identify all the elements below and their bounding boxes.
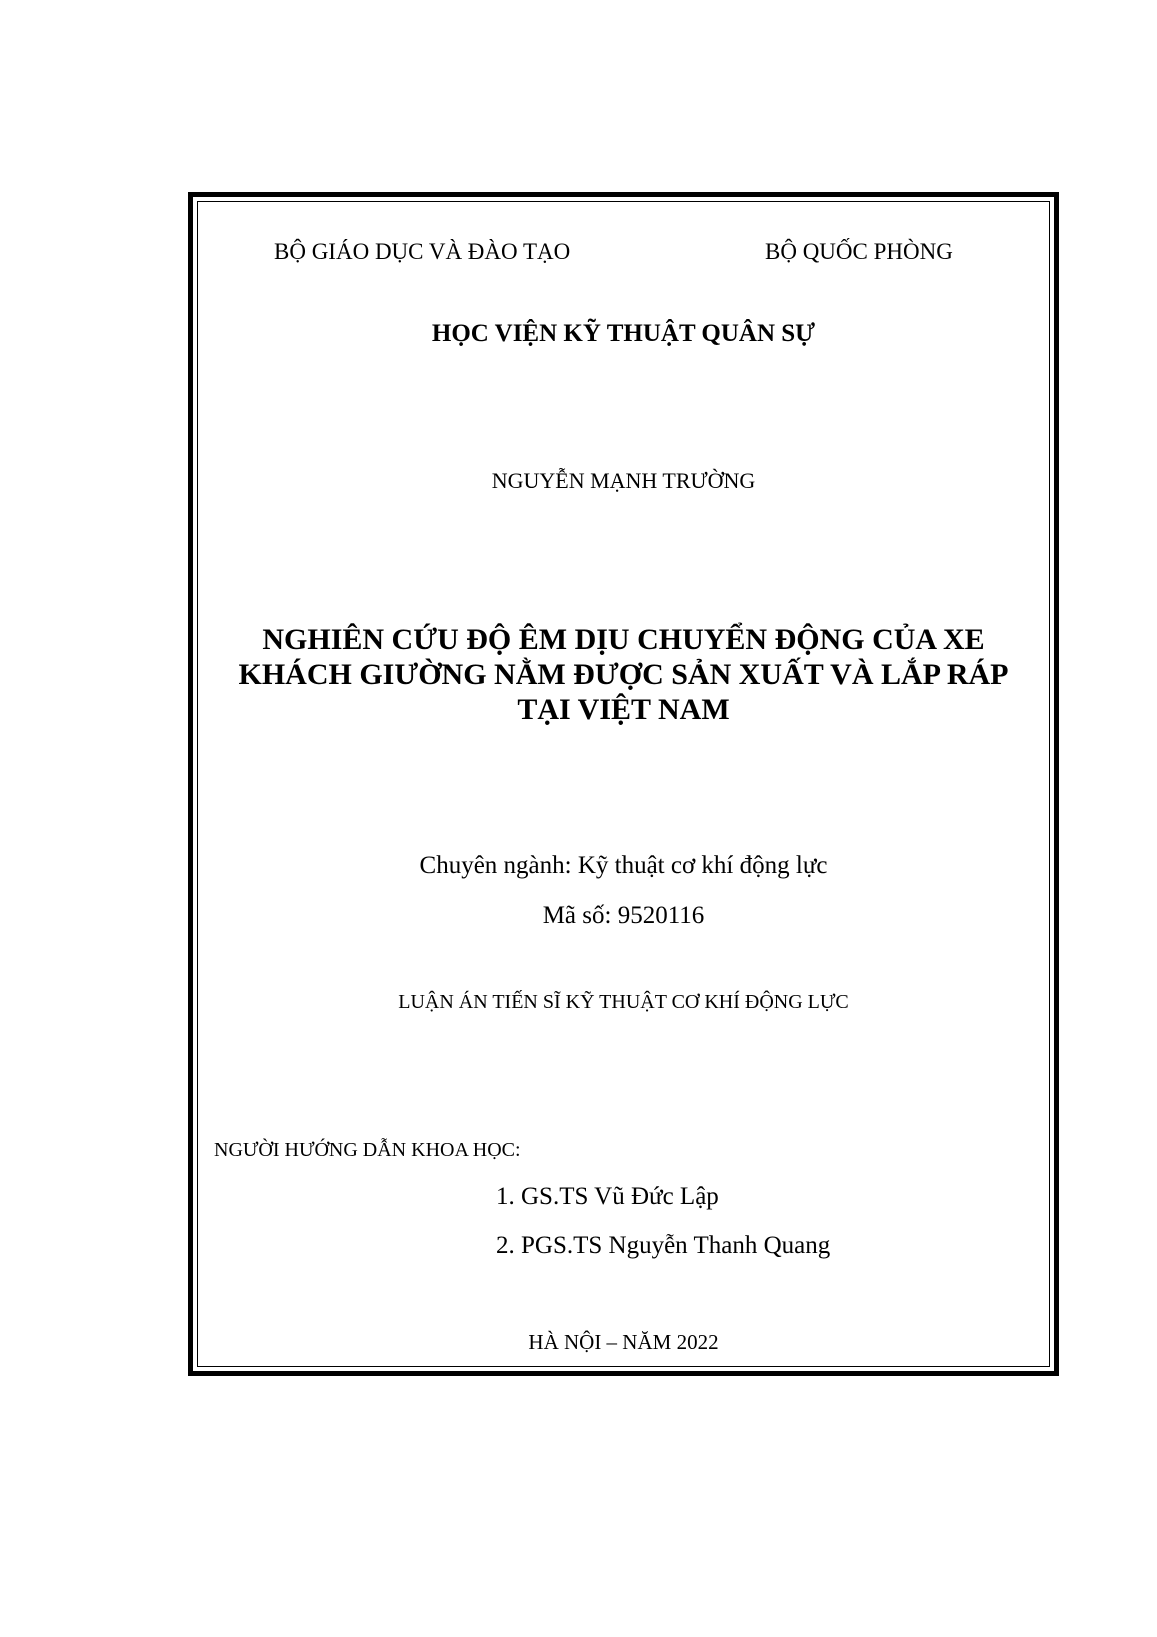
supervisors-label: NGƯỜI HƯỚNG DẪN KHOA HỌC: bbox=[214, 1139, 521, 1161]
ministry-education: BỘ GIÁO DỤC VÀ ĐÀO TẠO bbox=[274, 239, 571, 264]
thesis-title bbox=[197, 622, 1050, 727]
ministry-defense: BỘ QUỐC PHÒNG bbox=[765, 239, 953, 264]
thesis-title-line-1: NGHIÊN CỨU ĐỘ ÊM DỊU CHUYỂN ĐỘNG CỦA XE bbox=[262, 623, 985, 656]
supervisor-item: 2. PGS.TS Nguyễn Thanh Quang bbox=[496, 1232, 831, 1259]
thesis-title-line-3: TẠI VIỆT NAM bbox=[517, 693, 730, 726]
major-field: Chuyên ngành: Kỹ thuật cơ khí động lực bbox=[419, 852, 828, 879]
thesis-title-line-2: KHÁCH GIƯỜNG NẰM ĐƯỢC SẢN XUẤT VÀ LẮP RÁP bbox=[238, 658, 1009, 691]
supervisor-item: 1. GS.TS Vũ Đức Lập bbox=[496, 1183, 719, 1210]
degree-type: LUẬN ÁN TIẾN SĨ KỸ THUẬT CƠ KHÍ ĐỘNG LỰC bbox=[398, 991, 849, 1013]
place-year: HÀ NỘI – NĂM 2022 bbox=[528, 1330, 719, 1354]
major-code: Mã số: 9520116 bbox=[542, 902, 705, 929]
author-name: NGUYỄN MẠNH TRƯỜNG bbox=[491, 468, 756, 493]
academy-name: HỌC VIỆN KỸ THUẬT QUÂN SỰ bbox=[431, 320, 816, 347]
